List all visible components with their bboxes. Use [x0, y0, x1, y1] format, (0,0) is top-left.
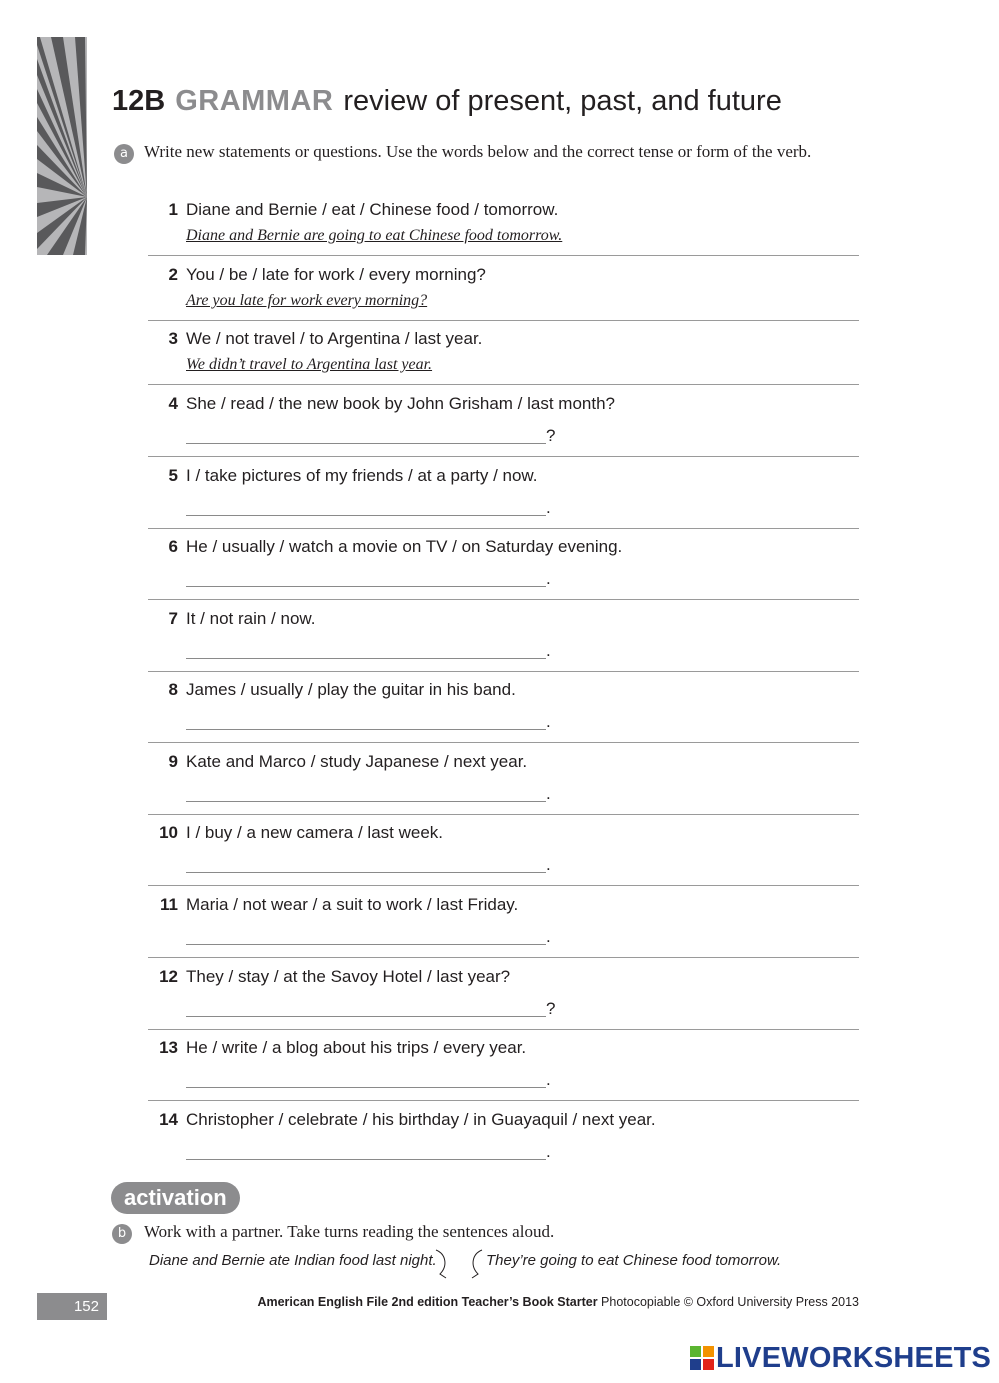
book-title: American English File 2nd edition Teacher’s Book Starter: [257, 1295, 598, 1309]
item-prompt: I / buy / a new camera / last week.: [186, 823, 444, 842]
exercise-b-instruction: Work with a partner. Take turns reading the sentences aloud.: [144, 1222, 555, 1241]
exercise-item-2: [148, 264, 859, 321]
exercise-item-8: [148, 679, 859, 743]
speech-bubble-left: Diane and Bernie ate Indian food last night.: [149, 1252, 437, 1269]
item-prompt: Diane and Bernie / eat / Chinese food / tomorrow.: [186, 200, 559, 219]
exercise-item-11: [148, 894, 859, 958]
exercise-item-5: [148, 465, 859, 529]
item-number: 13: [159, 1038, 178, 1057]
answer-input-line[interactable]: [186, 586, 546, 587]
item-number: 11: [160, 895, 178, 914]
item-number: 1: [168, 200, 178, 219]
end-punctuation: .: [546, 855, 551, 874]
section-label: GRAMMAR: [175, 85, 334, 117]
item-number: 14: [159, 1110, 178, 1129]
speech-tail-right-icon: [466, 1248, 486, 1280]
answer-input-line[interactable]: [186, 801, 546, 802]
exercise-item-7: [148, 608, 859, 672]
item-number: 7: [168, 609, 178, 628]
example-answer: We didn’t travel to Argentina last year.: [186, 356, 433, 373]
item-number: 5: [168, 466, 178, 485]
example-answer: Diane and Bernie are going to eat Chinese food tomorrow.: [186, 227, 563, 244]
item-number: 9: [168, 752, 178, 771]
exercise-item-14: [148, 1109, 859, 1173]
end-punctuation: .: [546, 641, 551, 660]
item-prompt: Christopher / celebrate / his birthday / in Guayaquil / next year.: [186, 1110, 656, 1129]
rights-notice: Photocopiable © Oxford University Press 2013: [597, 1295, 859, 1309]
item-prompt: He / write / a blog about his trips / every year.: [186, 1038, 527, 1057]
exercise-item-13: [148, 1037, 859, 1101]
end-punctuation: .: [546, 498, 551, 517]
item-prompt: She / read / the new book by John Grisham / last month?: [186, 394, 616, 413]
answer-input-line[interactable]: [186, 729, 546, 730]
exercise-item-9: [148, 751, 859, 815]
exercise-item-4: [148, 393, 859, 457]
end-punctuation: .: [546, 927, 551, 946]
item-number: 12: [159, 967, 178, 986]
exercise-item-10: [148, 822, 859, 886]
item-prompt: Kate and Marco / study Japanese / next year.: [186, 752, 528, 771]
end-punctuation: .: [546, 569, 551, 588]
topic-title: review of present, past, and future: [343, 85, 782, 117]
item-number: 8: [168, 680, 178, 699]
sunburst-rays-graphic: [37, 37, 87, 255]
unit-code: 12B: [112, 85, 166, 117]
end-punctuation: .: [546, 1142, 551, 1161]
page-number: 152: [37, 1293, 107, 1320]
brand-name: LIVEWORKSHEETS: [716, 1342, 992, 1374]
item-prompt: It / not rain / now.: [186, 609, 316, 628]
item-prompt: I / take pictures of my friends / at a party / now.: [186, 466, 538, 485]
answer-input-line[interactable]: [186, 1087, 546, 1088]
exercise-b-marker: b: [112, 1224, 132, 1244]
speech-bubble-right: They’re going to eat Chinese food tomorrow.: [486, 1252, 782, 1269]
end-punctuation: .: [546, 1070, 551, 1089]
example-answer: Are you late for work every morning?: [186, 292, 428, 309]
item-prompt: Maria / not wear / a suit to work / last Friday.: [186, 895, 519, 914]
exercise-item-6: [148, 536, 859, 600]
item-prompt: James / usually / play the guitar in his band.: [186, 680, 516, 699]
answer-input-line[interactable]: [186, 658, 546, 659]
answer-input-line[interactable]: [186, 944, 546, 945]
answer-input-line[interactable]: [186, 872, 546, 873]
item-prompt: He / usually / watch a movie on TV / on Saturday evening.: [186, 537, 623, 556]
copyright-line: [257, 1294, 859, 1310]
item-number: 2: [168, 265, 178, 284]
end-punctuation: .: [546, 784, 551, 803]
exercise-a-instruction: Write new statements or questions. Use the words below and the correct tense or form of the verb.: [144, 142, 812, 161]
end-punctuation: .: [546, 712, 551, 731]
answer-input-line[interactable]: [186, 1016, 546, 1017]
exercise-item-12: [148, 966, 859, 1030]
answer-input-line[interactable]: [186, 515, 546, 516]
activation-label: activation: [111, 1182, 240, 1214]
item-prompt: You / be / late for work / every morning?: [186, 265, 486, 284]
decorative-side-stripe: [37, 37, 87, 255]
item-number: 3: [168, 329, 178, 348]
item-prompt: We / not travel / to Argentina / last year.: [186, 329, 483, 348]
item-number: 4: [168, 394, 178, 413]
end-punctuation: ?: [546, 426, 556, 445]
item-number: 10: [159, 823, 178, 842]
answer-input-line[interactable]: [186, 1159, 546, 1160]
item-prompt: They / stay / at the Savoy Hotel / last year?: [186, 967, 511, 986]
item-number: 6: [168, 537, 178, 556]
exercise-item-1: [148, 199, 859, 256]
liveworksheets-logo-icon: [690, 1346, 714, 1370]
exercise-a-marker: a: [114, 144, 134, 164]
speech-tail-left-icon: [432, 1248, 452, 1280]
end-punctuation: ?: [546, 999, 556, 1018]
exercise-item-3: [148, 328, 859, 385]
answer-input-line[interactable]: [186, 443, 546, 444]
page-title: [112, 84, 782, 118]
